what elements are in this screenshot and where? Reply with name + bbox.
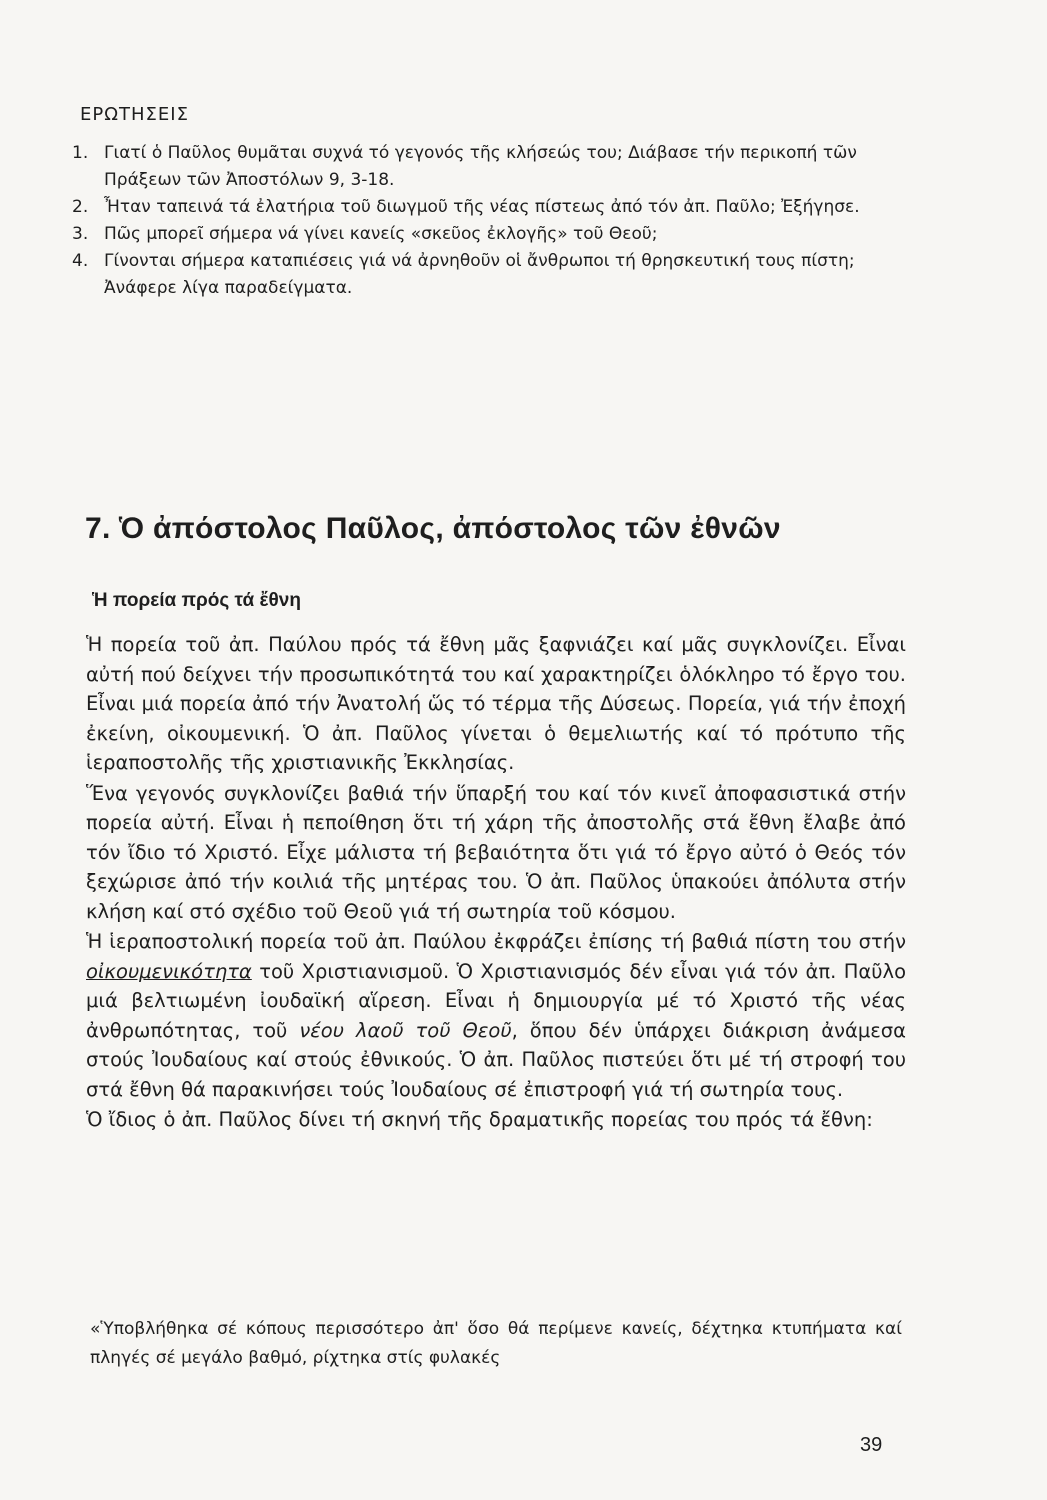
paragraph: Ἕνα γεγονός συγκλονίζει βαθιά τήν ὕπαρξή του καί τόν κινεῖ ἀποφασιστικά στήν πορεία αὐτή. Εἶναι ἡ πεποίθηση ὅτι τή χάρη τῆς ἀποστολῆς στά ἔθνη ἔλαβε ἀπό τόν ἴδιο τό Χριστό. Εἶχε μάλιστα τή βεβαιότητα ὅτι γιά τό ἔργο αὐτό ὁ Θεός τόν ξεχώρισε ἀπό τήν κοιλιά τῆς μητέρας του. Ὁ ἀπ. Παῦλος ὑπακούει ἀπόλυτα στήν κλήση καί στό σχέδιο τοῦ Θεοῦ γιά τή σωτηρία τοῦ κόσμου. [86, 781, 906, 923]
question-number: 3. [72, 224, 89, 244]
question-number: 4. [72, 251, 89, 271]
section-title: Ἡ πορεία πρός τά ἔθνη [92, 590, 301, 611]
page-number: 39 [860, 1434, 883, 1456]
paragraph [86, 927, 906, 1104]
questions-heading: ΕΡΩΤΗΣΕΙΣ [80, 104, 189, 125]
quotation: «Ὑποβλήθηκα σέ κόπους περισσότερο ἀπ' ὅσο θά περίμενε κανείς, δέχτηκα κτυπήματα καί πληγές σέ μεγάλο βαθμό, ρίχτηκα στίς φυλακές [90, 1319, 902, 1368]
paragraph-text: , ὅπου δέν ὑπάρχει διάκριση ἀνάμεσα στούς Ἰουδαίους καί στούς ἐθνικούς. Ὁ ἀπ. Παῦλος πιστεύει ὅτι μέ τή στροφή του στά ἔθνη θά παρακινήσει τούς Ἰουδαίους σέ ἐπιστροφή γιά τή σωτηρία τους. [86, 1018, 906, 1101]
emphasis-text: νέου λαοῦ τοῦ Θεοῦ [299, 1018, 512, 1042]
question-text: Γιατί ὁ Παῦλος θυμᾶται συχνά τό γεγονός τῆς κλήσεώς του; Διάβασε τήν περικοπή τῶν Πράξεων τῶν Ἀποστόλων 9, 3-18. [104, 143, 857, 190]
question-text: Πῶς μπορεῖ σήμερα νά γίνει κανείς «σκεῦος ἐκλογῆς» τοῦ Θεοῦ; [104, 224, 658, 244]
body-text [86, 630, 906, 1136]
paragraph-text: Ἡ ἱεραποστολική πορεία τοῦ ἀπ. Παύλου ἐκφράζει ἐπίσης τή βαθιά πίστη του στήν [86, 930, 906, 953]
emphasis-text: οἰκουμενικότητα [86, 959, 252, 983]
list-item [72, 194, 922, 221]
list-item [72, 221, 922, 248]
paragraph: Ὁ ἴδιος ὁ ἀπ. Παῦλος δίνει τή σκηνή τῆς δραματικῆς πορείας του πρός τά ἔθνη: [86, 1108, 873, 1131]
question-text: Γίνονται σήμερα καταπιέσεις γιά νά ἀρνηθοῦν οἱ ἄνθρωποι τή θρησκευτική τους πίστη; Ἀνάφερε λίγα παραδείγματα. [104, 251, 855, 298]
question-number: 1. [72, 143, 89, 163]
paragraph: Ἡ πορεία τοῦ ἀπ. Παύλου πρός τά ἔθνη μᾶς ξαφνιάζει καί μᾶς συγκλονίζει. Εἶναι αὐτή πού δείχνει τήν προσωπικότητά του καί χαρακτηρίζει ὁλόκληρο τό ἔργο του. Εἶναι μιά πορεία ἀπό τήν Ἀνατολή ὥς τό τέρμα τῆς Δύσεως. Πορεία, γιά τήν ἐποχή ἐκείνη, οἰκουμενική. Ὁ ἀπ. Παῦλος γίνεται ὁ θεμελιωτής καί τό πρότυπο τῆς ἱεραποστολῆς τῆς χριστιανικῆς Ἐκκλησίας. [86, 633, 906, 774]
question-number: 2. [72, 197, 89, 217]
question-text: Ἦταν ταπεινά τά ἐλατήρια τοῦ διωγμοῦ τῆς νέας πίστεως ἀπό τόν ἀπ. Παῦλο; Ἐξήγησε. [104, 197, 860, 217]
list-item [72, 248, 922, 302]
list-item [72, 140, 922, 194]
questions-list [72, 140, 922, 302]
chapter-title: 7. Ὁ ἀπόστολος Παῦλος, ἀπόστολος τῶν ἐθνῶν [85, 512, 781, 545]
paragraph-text: τοῦ Χριστιανισμοῦ. Ὁ Χριστιανισμός δέν εἶναι γιά τόν ἀπ. Παῦλο μιά βελτιωμένη ἰουδαϊκή αἵρεση. Εἶναι ἡ δημιουργία μέ τό Χριστό τῆς νέας ἀνθρωπότητας, τοῦ [86, 959, 906, 1042]
